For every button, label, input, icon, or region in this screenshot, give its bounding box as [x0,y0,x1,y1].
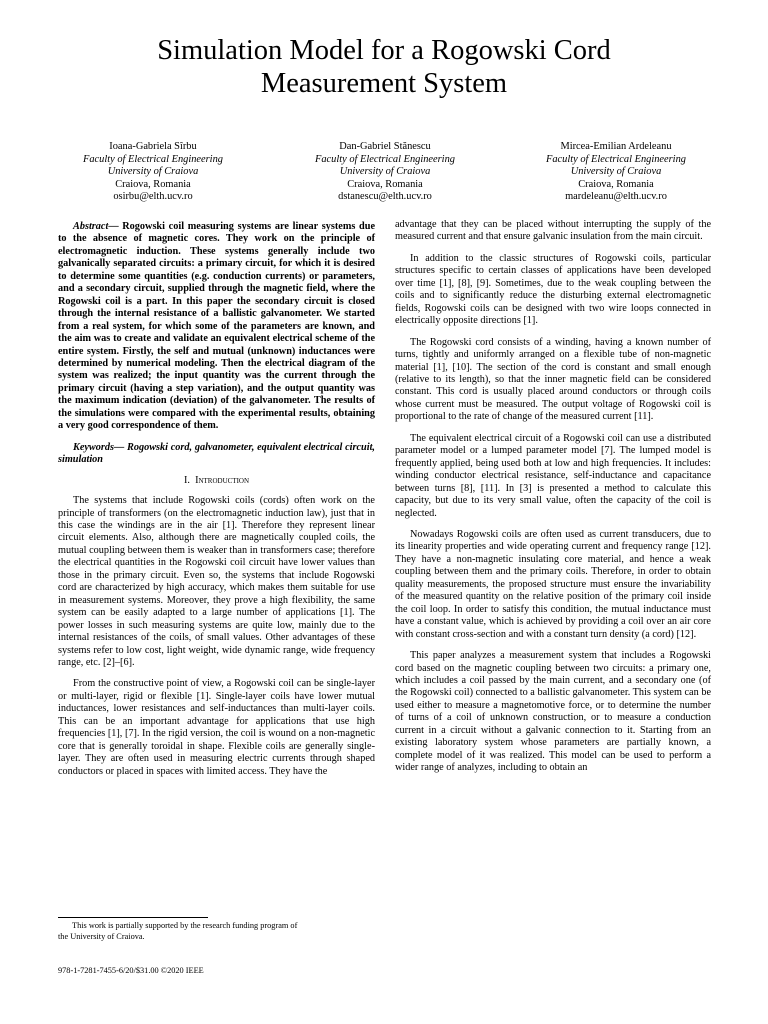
author-name: Ioana-Gabriela Sîrbu [109,141,197,152]
author-university: University of Craiova [339,166,431,178]
footnote-line-1: This work is partially supported by the research funding program of [72,921,298,930]
keywords-label: Keywords [73,441,114,453]
body-paragraph: Nowadays Rogowski coils are often used as current transducers, due to its linearity properties and wide operating current and frequency range [12]. They have a non-magnetic insulating core material, and hence a weak coupling between them and the primary coils. Therefore, in order to obtain quality measurements, the proposed structure must ensure the invariability of the measured quantity on the relative position of the primary coil inside the coil loop. In order to satisfy this condition, the mutual inductance must have a constant value, which is achieved by providing a coil over an air core with constant cross-section and with a constant turn density (a cord) [12]. [395,528,711,640]
author-university: University of Craiova [570,166,662,178]
paper-title [0,34,768,100]
author-location: Craiova, Romania [115,178,191,190]
abstract-label: Abstract [73,221,109,232]
title-line-1: Simulation Model for a Rogowski Cord [157,35,611,66]
abstract [58,221,375,433]
section-number: I. [183,474,190,486]
section-title: Introduction [195,474,250,486]
author-email: osirbu@elth.ucv.ro [113,191,193,203]
left-column [58,221,375,778]
footnote-line-2: the University of Craiova. [58,931,145,941]
author-3 [496,141,736,204]
right-column [395,219,711,775]
body-paragraph: The systems that include Rogowski coils (cords) often work on the principle of transformers (on the electromagnetic induction law), just that in this case the windings are in the air [1]. Therefore they represent linear circuit elements. Also, although there are magnetically coupled coils, the mutual coupling between them is weaker than in transformers case; therefore the electrical quantities in the Rogowski coil circuit have lower values than those in the primary circuit. Even so, the systems that include Rogowski cord are characterized by high accuracy, which makes them suitable for use in measurement systems. Moreover, they prove a high flexibility, the same system can be easily adapted to a large number of applications [1]. The power losses in such measuring systems are quite low, mainly due to the internal resistances of the coils, of small values. Other advantages of these systems refer to low cost, light weight, wide dynamic range, wide frequency range, etc. [2]–[6]. [58,495,375,668]
title-line-2: Measurement System [260,68,508,99]
author-2 [265,141,505,204]
footnote [58,921,375,942]
body-paragraph: The equivalent electrical circuit of a Rogowski coil can use a distributed parameter model or a lumped parameter model [7]. The lumped model is frequently applied, being used both at low and high frequencies. It includes: winding conductor electrical resistance, self-inductance and capacitance between turns [8], [11]. In [3] is presented a method to calculate this capacity, but due to its very small value, often the capacity of the coil is neglected. [395,432,711,519]
copyright-notice: 978-1-7281-7455-6/20/$31.00 ©2020 IEEE [58,966,204,975]
section-heading [58,475,375,487]
body-paragraph: This paper analyzes a measurement system that includes a Rogowski cord based on the magnetic coupling between two circuits: a primary one, which includes a coil passed by the main current, and a secondary one (of the Rogowski coil) connected to a ballistic galvanometer. This system can be used either to measure a magnetomotive force, or to determine the number of turns of a coil of unknown construction, or to measure a conduction current in a circuit without a galvanic connection to it. Starting from an existing laboratory system whose parameters are partially known, a complete model of it was realized. This model can be used to perform a wider range of analyzes, including to obtain an [395,650,711,774]
author-email: mardeleanu@elth.ucv.ro [565,191,667,203]
author-affiliation: Faculty of Electrical Engineering [83,153,223,165]
keywords [58,442,375,467]
keywords-text: — Rogowski cord, galvanometer, equivalent electrical circuit, simulation [58,441,375,466]
body-paragraph: From the constructive point of view, a Rogowski coil can be single-layer or multi-layer, rigid or flexible [1]. Single-layer coils have lower mutual inductances, lower resistances and self-inductances than multi-layer coils. This can be an important advantage for applications that use high frequencies [1], [7]. In the rigid version, the coil is wound on a non-magnetic core that is generally toroidal in shape. Flexible coils are generally single-layer. They are often used in measuring electric currents through shaped conductors or placed in spaces with limited access. They have the [58,678,375,777]
author-location: Craiova, Romania [347,178,423,190]
author-university: University of Craiova [107,166,199,178]
body-paragraph: The Rogowski cord consists of a winding, having a known number of turns, tightly and uniformly arranged on a flexible tube of non-magnetic material [1], [10]. The section of the cord is constant and small enough (relative to its length), so that the inner magnetic field can be considered constant. This cord is usually placed around conductors or through coils whose current must be measured. The output voltage of Rogowski coil is proportional to the rate of change of the measured current [11]. [395,336,711,423]
footnote-divider [58,917,208,918]
author-affiliation: Faculty of Electrical Engineering [315,153,455,165]
author-email: dstanescu@elth.ucv.ro [338,191,432,203]
author-1 [33,141,273,204]
body-paragraph: In addition to the classic structures of Rogowski coils, particular structures specific to certain classes of applications have been developed over time [1], [8], [9]. Sometimes, due to the weak coupling between the coils and to significantly reduce the disturbing external electromagnetic fields, Rogowski coils can be designed with two wire loops connected in electrically opposite directions [1]. [395,252,711,327]
body-paragraph: advantage that they can be placed without interrupting the supply of the measured current and that ensure galvanic insulation from the main circuit. [395,219,711,243]
author-name: Dan-Gabriel Stănescu [339,141,431,152]
author-name: Mircea-Emilian Ardeleanu [560,141,672,152]
abstract-text: — Rogowski coil measuring systems are linear systems due to the absence of magnetic cores. They work on the principle of electromagnetic induction. These systems generally include two galvanically separated circuits: a primary circuit, for which it is desired to determine some quantities (e.g. conduction currents) or parameters, and a secondary circuit, supplied through the magnetic field, where the Rogowski coil is a part. In this paper the secondary circuit is closed through the internal resistance of a ballistic galvanometer. We started from a real system, for which some of the parameters are known, and the aim was to create and validate an equivalent electrical scheme of the entire system. Firstly, the self and mutual (unknown) inductances were determined by numerical modeling. Then the electrical diagram of the system was realized; the input quantity was the current through the primary circuit (having a step variation), and the output quantity was the maximum indication (deviation) of the galvanometer. The results of the simulations were compared with the experimental results, obtaining a very good correspondence of them. [58,221,375,432]
author-location: Craiova, Romania [578,178,654,190]
author-affiliation: Faculty of Electrical Engineering [546,153,686,165]
